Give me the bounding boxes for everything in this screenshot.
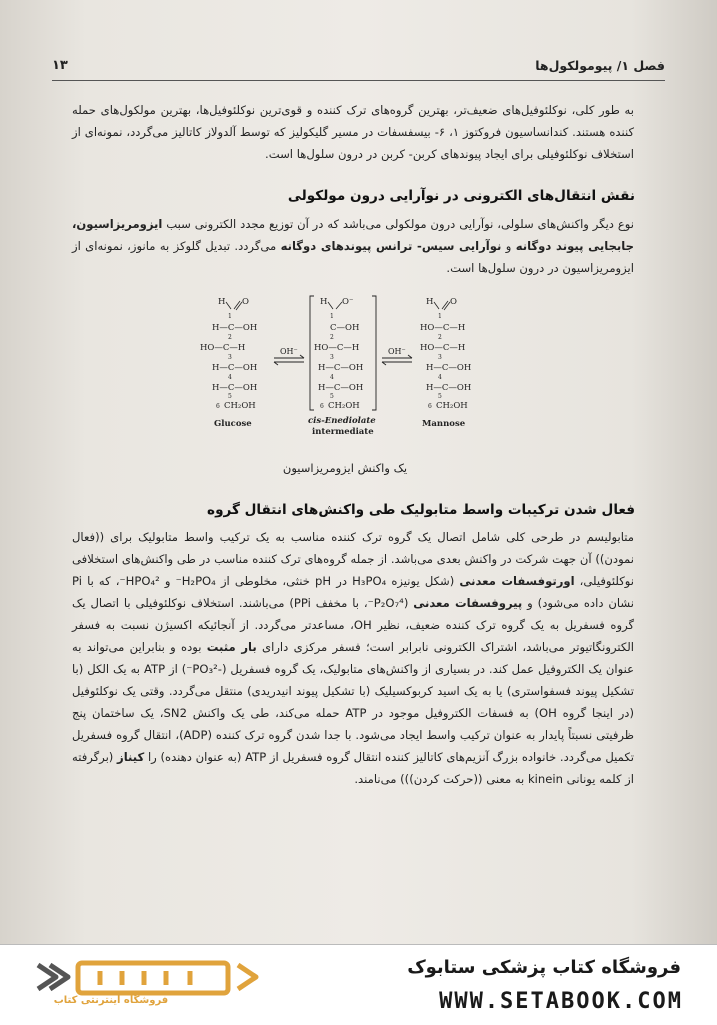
mannose-c3: 3 — [438, 354, 442, 361]
enediolate-c6: 6 — [320, 403, 324, 410]
logo-subtitle: فروشگاه اینترنتی کتاب — [53, 995, 169, 1006]
enediolate-row-3: HO—C—H — [314, 343, 360, 353]
mannose-c6: 6 — [428, 403, 432, 410]
chapter-title: فصل ۱/ پیومولکول‌ها — [535, 58, 665, 73]
mannose-c5: 5 — [438, 393, 442, 400]
glucose-c2: 2 — [228, 334, 232, 341]
p2-text-d: می‌گردد. تبدیل گلوکز به مانوز، نمونه‌ای از ایزومریزاسیون در درون سلول‌ها است. — [72, 239, 634, 275]
glucose-row-5: H—C—OH — [212, 383, 258, 393]
glucose-c5: 5 — [228, 393, 232, 400]
glucose-bottom: CH₂OH — [224, 401, 256, 411]
enediolate-row-4: H—C—OH — [318, 363, 364, 373]
p3-text-f: (برگرفته از کلمه یونانی kinein به معنی ((حرکت کردن))) می‌نامند. — [72, 750, 634, 786]
p2-text-a: نوع دیگر واکنش‌های سلولی، نوآرایی درون مولکولی می‌باشد که در آن توزیع مجدد الکترونی سبب — [162, 217, 634, 231]
enediolate-c1: 1 — [330, 313, 334, 320]
equilibrium-arrow-1 — [274, 347, 304, 365]
enediolate-bottom: CH₂OH — [328, 401, 360, 411]
glucose-c1: 1 — [228, 313, 232, 320]
p2-text-c: و — [501, 239, 516, 253]
paragraph-2 — [72, 213, 634, 279]
running-head — [52, 58, 665, 81]
reaction-diagram — [200, 292, 490, 442]
glucose-row-3: HO—C—H — [200, 343, 246, 353]
enediolate-row-5: H—C—OH — [318, 383, 364, 393]
section-heading-2: فعال شدن ترکیبات واسط متابولیک طی واکنش‌های انتقال گروه — [207, 502, 635, 518]
setabook-logo-icon — [30, 955, 276, 1017]
paragraph-3 — [72, 526, 634, 790]
glucose-label: Glucose — [214, 419, 252, 429]
mannose-label: Mannose — [422, 419, 466, 429]
mannose-row-3: HO—C—H — [420, 343, 466, 353]
enediolate-o: O⁻ — [342, 297, 354, 307]
store-name: فروشگاه کتاب پزشکی ستابوک — [407, 957, 681, 978]
mannose-structure — [420, 297, 471, 429]
store-footer-banner — [0, 944, 717, 1025]
mannose-c2: 2 — [438, 334, 442, 341]
mannose-c1: 1 — [438, 313, 442, 320]
mannose-row-2: HO—C—H — [420, 323, 466, 333]
mannose-aldehyde-h: H — [426, 297, 434, 307]
figure-caption: یک واکنش ایزومریزاسیون — [282, 461, 408, 475]
page-number: ۱۳ — [52, 58, 68, 73]
p3-bold-pyrophosphate: پیروفسفات معدنی — [413, 596, 523, 610]
p3-bold-kinase: کیناز — [117, 750, 145, 764]
enediolate-c3: 3 — [330, 354, 334, 361]
glucose-row-2: H—C—OH — [212, 323, 258, 333]
p2-bold-cis-trans: نوآرایی سیس- ترانس پیوندهای دوگانه — [280, 239, 502, 253]
enediolate-c5: 5 — [330, 393, 334, 400]
glucose-aldehyde-h: H — [218, 297, 226, 307]
mannose-row-5: H—C—OH — [426, 383, 472, 393]
enediolate-label-2: intermediate — [312, 427, 374, 437]
mannose-bottom: CH₂OH — [436, 401, 468, 411]
enediolate-c2: 2 — [330, 334, 334, 341]
p3-bold-positive-charge: بار مثبت — [206, 640, 257, 654]
store-url[interactable]: WWW.SETABOOK.COM — [439, 989, 683, 1014]
mannose-c4: 4 — [438, 374, 442, 381]
paragraph-1: به طور کلی، نوکلئوفیل‌های ضعیف‌تر، بهترین گروه‌های ترک کننده و قوی‌ترین نوکلئوفیل‌ها، بهترین مولکول‌های حمله کننده هستند. کندانساسیون فروکتوز ۱، ۶- بیسفسفات در مسیر گلیکولیز که توسط آلدولاز کاتالیز می‌گردد، نمونه‌ای از استخلاف نوکلئوفیلی برای ایجاد پیوندهای کربن- کربن در درون سلول‌ها است. — [72, 103, 634, 161]
equilibrium-arrow-2 — [382, 347, 412, 365]
glucose-structure — [200, 297, 257, 429]
section-heading-1: نقش انتقال‌های الکترونی در نوآرایی درون مولکولی — [287, 188, 635, 204]
enediolate-c4: 4 — [330, 374, 334, 381]
p3-text-a: متابولیسم در طرحی کلی شامل اتصال یک گروه ترک کننده مناسب به یک ترکیب واسط متابولیک برای ((فعال نمودن)) آن جهت شرکت در واکنش بعدی می‌باشد. از جمله گروه‌های ترک کننده مناسب در طی واکنش‌های استخلافی نوکلئوفیلی، — [72, 530, 634, 588]
enediolate-row-2: C—OH — [330, 323, 360, 333]
enediolate-label-1: cis-Enediolate — [308, 416, 376, 426]
enediolate-h: H — [320, 297, 328, 307]
arrow1-label: OH⁻ — [280, 347, 298, 356]
enediolate-structure — [308, 296, 376, 437]
mannose-row-4: H—C—OH — [426, 363, 472, 373]
p2-bold-isomerization: ایزومریزاسیون، جابجایی پیوند دوگانه — [72, 217, 634, 253]
glucose-aldehyde-o: O — [242, 297, 249, 307]
glucose-c3: 3 — [228, 354, 232, 361]
mannose-aldehyde-o: O — [450, 297, 457, 307]
glucose-row-4: H—C—OH — [212, 363, 258, 373]
p3-text-e: بوده و بنابراین می‌تواند به عنوان یک الکتروفیل عمل کند. در بسیاری از واکنش‌های متابولیک، یک گروه فسفریل (-PO₃²⁻) از ATP به یک الکل (با تشکیل پیوند فسفواستری) یا به یک اسید کربوکسیلیک (با تشکیل پیوند انیدریدی) منتقل می‌گردد. وقتی یک نوکلئوفیل (در اینجا گروه OH) به فسفات الکتروفیل موجود در ATP حمله می‌کند، طی یک واکنش SN2، یک ساختمان پنج ظرفیتی نسبتاً پایدار به عنوان ترکیب واسط ایجاد می‌شود. با جدا شدن گروه ترک کننده (ADP)، انتقال گروه فسفریل تکمیل می‌گردد. خانواده بزرگ آنزیم‌های کاتالیز کننده انتقال گروه فسفریل از ATP (به عنوان دهنده) را — [72, 640, 635, 764]
arrow2-label: OH⁻ — [388, 347, 406, 356]
p3-bold-orthophosphate: اورتوفسفات معدنی — [459, 574, 575, 588]
p3-text-d: (P₂O₇⁴⁻، با مخفف PPi) می‌باشند. استخلاف نوکلئوفیلی با اتصال یک گروه فسفریل به یک گروه ترک کننده ضعیف، نظیر OH، مساعدتر می‌گردد. از آنجائیکه اکسیژن نسبت به فسفر الکترونگاتیوتر می‌باشد، اشتراک الکترونی نابرابر است؛ فسفر مرکزی دارای — [72, 596, 634, 654]
isomerization-figure — [200, 292, 490, 442]
glucose-c6: 6 — [216, 403, 220, 410]
glucose-c4: 4 — [228, 374, 232, 381]
p3-text-c: (شکل یونیزه H₃PO₄ در pH خنثی، مخلوطی از H₂PO₄⁻ و HPO₄²⁻، که با Pi نشان داده می‌شود) و — [72, 574, 635, 610]
